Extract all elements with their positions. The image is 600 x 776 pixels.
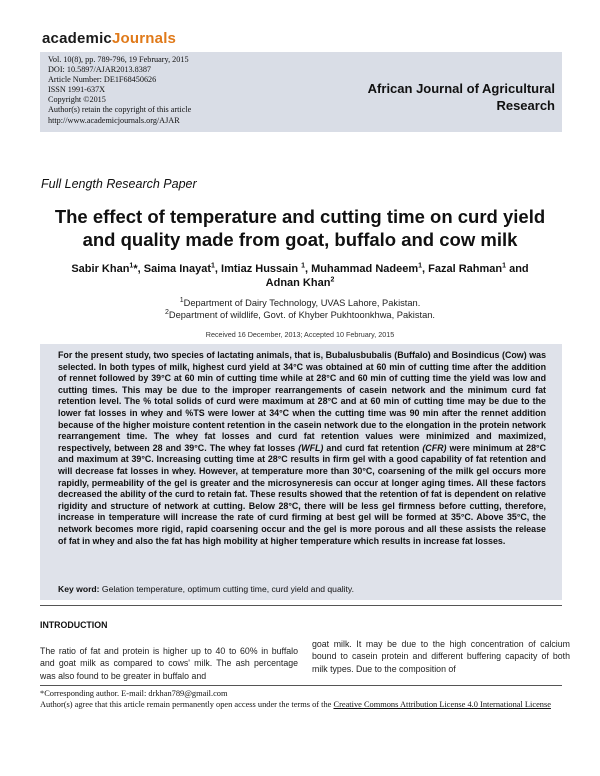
keywords: [58, 584, 546, 594]
received-accepted-dates: Received 16 December, 2013; Accepted 10 February, 2015: [205, 330, 395, 339]
footnote-divider: [40, 685, 562, 686]
keywords-label: Key word:: [58, 584, 100, 594]
logo-part-academic: academic: [42, 30, 112, 47]
author-affil-mark: 2: [330, 276, 335, 284]
author-sep: and: [506, 263, 529, 275]
author-affil-mark: 1: [418, 262, 423, 270]
intro-column-right: goat milk. It may be due to the high concentration of calcium bound to casein protein and different buffering capacity of both milk types. Due to the composition of: [312, 639, 570, 674]
journal-name-line2: Research: [496, 98, 555, 113]
volume-info: Vol. 10(8), pp. 789-796, 19 February, 2015: [48, 55, 189, 64]
journal-name: [330, 80, 555, 114]
author-list: [40, 262, 560, 290]
author-name: Sabir Khan: [71, 263, 130, 275]
author-name: Fazal Rahman: [428, 263, 503, 275]
author-name: Muhammad Nadeem: [311, 263, 419, 275]
author-sep: ,: [214, 263, 222, 275]
author-affil-mark: 1: [502, 262, 507, 270]
journal-url-link[interactable]: http://www.academicjournals.org/AJAR: [48, 115, 180, 125]
title-line1: The effect of temperature and cutting time on curd yield: [54, 206, 546, 227]
intro-column-left: The ratio of fat and protein is higher up to 40 to 60% in buffalo and goat milk as compared to cows' milk. The ash percentage was also found to be greater in buffalo and: [40, 646, 298, 681]
affiliation-mark: 2: [164, 308, 169, 316]
publisher-logo: [42, 30, 176, 47]
section-divider: [40, 605, 562, 606]
corresponding-author: *Corresponding author. E-mail: drkhan789@gmail.com: [40, 689, 228, 698]
author-affil-mark: 1: [211, 262, 215, 270]
author-name: Imtiaz Hussain: [221, 263, 302, 275]
affiliation-mark: 1: [179, 296, 184, 304]
license-statement: [40, 699, 562, 710]
author-affil-mark: 1: [129, 262, 134, 270]
author-name: Adnan Khan: [265, 277, 331, 289]
issn: ISSN 1991-637X: [48, 85, 106, 95]
title-line2: and quality made from goat, buffalo and cow milk: [82, 229, 518, 250]
introduction-heading: INTRODUCTION: [40, 620, 108, 630]
footnote: [40, 688, 562, 711]
author-sep: ,: [305, 263, 312, 275]
paper-type: Full Length Research Paper: [41, 177, 197, 191]
abstract-abbrev-wfl: (WFL): [298, 442, 324, 453]
doi: DOI: 10.5897/AJAR2013.8387: [48, 65, 152, 75]
affiliation-text: Department of wildlife, Govt. of Khyber Pukhtoonkhwa, Pakistan.: [168, 310, 436, 320]
license-text: Author(s) agree that this article remain permanently open access under the terms of the: [40, 700, 334, 710]
affiliation: [100, 298, 500, 308]
abstract-part: and curd fat retention: [323, 442, 423, 453]
affiliation: [100, 310, 500, 320]
abstract-part: were minimum at 28°C and maximum at 39°C. Increasing cutting time at 28°C results in firm gel with a good capability of fat retention and will decrease fat losses in whey. However, at temperature more than 30°C, coarsening of the milk gel occurs more rapidly, permeability of the gel is greater and the microsyneresis can occur at longer aging times. All these factors decreased the ability of the curd to retain fat. These results showed that the retention of fat is dependent on relative rigidity and structure of network at cutting. Below 28°C, there will be less gel firmness before cutting, therefore, increase in temperature will increase the rate of curd firming at best gel will be formed at 35°C. Above 35°C, the network becomes more rigid, rapid coarsening occur and the gel is more porous and all these assists the release of fat in whey and also the fat has high mobility at higher temperature which results in increase fat losses.: [58, 442, 546, 546]
journal-name-line1: African Journal of Agricultural: [367, 81, 555, 96]
abstract-abbrev-cfr: (CFR): [422, 442, 447, 453]
license-link[interactable]: Creative Commons Attribution License 4.0 International License: [333, 700, 551, 710]
logo-part-journals: Journals: [111, 30, 177, 47]
keywords-text: Gelation temperature, optimum cutting time, curd yield and quality.: [99, 584, 354, 594]
article-number: Article Number: DE1F68450626: [48, 75, 157, 85]
paper-title: [30, 205, 570, 251]
article-metadata: [48, 55, 278, 126]
author-name: Saima Inayat: [143, 263, 211, 275]
rights-statement: Author(s) retain the copyright of this article: [48, 105, 192, 115]
abstract-part: For the present study, two species of lactating animals, that is, Bubalusbubalis (Buffalo) and Bosindicus (Cow) was selected. In both types of milk, highest curd yield at 34°C was obtained at 60 min of cutting time after the addition of rennet followed by 39°C at 60 min of cutting time while at 28°C and 60 min of cutting time the yield was low and cutting times. This may be due to the improper rearrangements of casein network and the minimum curd fat retention level. The % total solids of curd were maximum at 28°C and at 60 min of cutting time may be due to the lower fat losses in whey and %TS were lower at 34°C when the cutting time was 90 min after the rennet addition because of the higher moisture content retention in the casein network due to the elongation in the protein network rearrangement time. The whey fat losses and curd fat retention values were minimized and maximized, respectively, between 28 and 39°C. The whey fat losses: [58, 350, 546, 453]
author-affil-mark: 1: [301, 262, 306, 270]
author-sep: ,: [422, 263, 429, 275]
author-sep: *,: [133, 263, 144, 275]
copyright: Copyright ©2015: [48, 95, 106, 105]
affiliation-text: Department of Dairy Technology, UVAS Lahore, Pakistan.: [183, 298, 421, 308]
abstract-text: [58, 350, 546, 547]
